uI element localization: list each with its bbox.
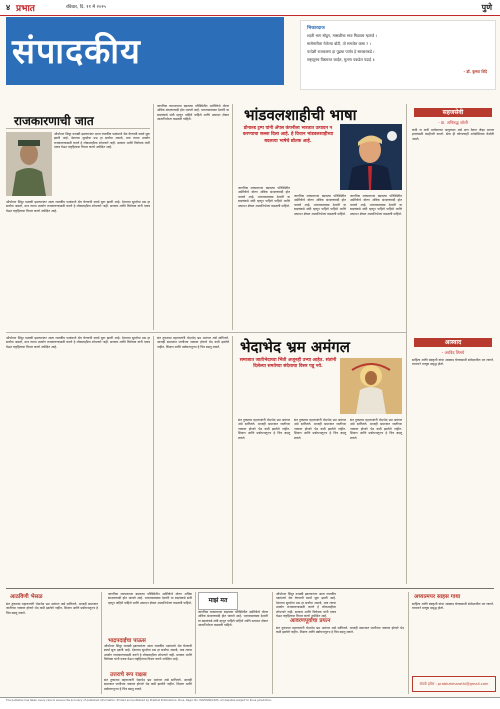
column-text: जागतिक व्यापाराच्या बदलत्या परिस्थितीत अमेरिकेचे धोरण अधिक संरक्षणवादी होत चालले आहे. भारतासारख्या देशांनी या बदलांकडे संधी म्हणून पाहिले पाहिजे आणि उत्पादन क्षेत्रात आत्मनिर्भरता वाढवली पाहिजे.	[157, 104, 229, 122]
paper-logo: प्रभात	[16, 4, 35, 14]
sidebar-byline: - अरविंद लिमये	[441, 350, 465, 355]
bottom-body: संत तुकाराम महाराजांनी भेदाभेद भ्रम अमंगल असे सांगितले. आजही समाजात जातीच्या नावावर होणारे भेद कमी झालेले नाहीत. शिक्षण आणि प्रबोधनातूनच हे चित्र बदलू शकते.	[276, 626, 404, 635]
sidebar-label: आस्वाद	[414, 338, 492, 347]
painting-icon	[340, 358, 402, 414]
quote-line: राष्ट्रातूनच विस्तारत जाईल, मुलगा पकडेल पदाई ॥	[307, 57, 375, 62]
bottom-heading: उत्तराचे रूप राक्षस	[110, 672, 147, 678]
bottom-body: साहित्य आणि संस्कृती यांचा आस्वाद घेण्यासाठी संवेदनशील मन लागते. वाचनाने माणूस समृद्ध होतो.	[412, 602, 494, 611]
footer-imprint: The publisher has taken every care to ensure the accuracy of published information. Printed and published by Prabhat Publications, Pune. Regd. No. MAHMAR/2025. All disputes subject to Pune jurisdiction.	[6, 699, 273, 702]
quote-author: - डॉ. कृष्णा शिंदे	[463, 69, 487, 74]
saint-painting	[340, 358, 402, 414]
opinion-label: माझं मत	[198, 592, 238, 610]
article-body: संत तुकाराम महाराजांनी भेदाभेद भ्रम अमंगल असे सांगितले. आजही समाजात जातीच्या नावावर होणारे भेद कमी झालेले नाहीत. शिक्षण आणि प्रबोधनातूनच हे चित्र बदलू शकते.	[350, 418, 402, 440]
column-text: संत तुकाराम महाराजांनी भेदाभेद भ्रम अमंगल असे सांगितले. आजही समाजात जातीच्या नावावर होणारे भेद कमी झालेले नाहीत. शिक्षण आणि प्रबोधनातूनच हे चित्र बदलू शकते.	[157, 336, 229, 349]
bottom-heading: अध्यात्मपर साहस गाथा	[414, 594, 461, 600]
quote-line: परदेशी राजकारण हा पुढचा पर्याय हे सरकारकडे ।	[307, 49, 375, 54]
editorial-body: ऑपरेशन सिंदूर यशस्वी झाल्यानंतर आता राजकीय पक्षांमध्ये श्रेय घेण्याची स्पर्धा सुरू झाली आहे. देशाच्या सुरक्षेचा प्रश्न हा सर्वांचा असतो, मात्र त्याचा उपयोग राजकारणासाठी करणे हे लोकशाहीला शोभणारे नाही. सरकार आणि विरोधक यांनी एकत्र येऊन राष्ट्रहिताचा विचार करणे अपेक्षित आहे.	[6, 200, 150, 213]
date-line: रविवार, दि. ११ मे २०२५	[66, 5, 106, 10]
sidebar-byline: - प्रा. अनिरुद्ध जोशी	[438, 120, 468, 125]
editorial-heading: राजकारणाची जात	[14, 114, 94, 128]
masthead	[0, 0, 500, 16]
bottom-body: जागतिक व्यापाराच्या बदलत्या परिस्थितीत अमेरिकेचे धोरण अधिक संरक्षणवादी होत चालले आहे. भारतासारख्या देशांनी या बदलांकडे संधी म्हणून पाहिले पाहिजे आणि उत्पादन क्षेत्रात आत्मनिर्भरता वाढवली पाहिजे.	[108, 592, 192, 605]
person-photo-icon	[340, 124, 402, 190]
bottom-heading: भाद्रपदाईचा पाऊस	[108, 638, 146, 644]
person-photo-icon	[6, 132, 52, 196]
page-number: ४	[6, 3, 11, 12]
bottom-heading: आठविणी भेसळ	[10, 594, 43, 600]
bottom-body: ऑपरेशन सिंदूर यशस्वी झाल्यानंतर आता राजकीय पक्षांमध्ये श्रेय घेण्याची स्पर्धा सुरू झाली आहे. देशाच्या सुरक्षेचा प्रश्न हा सर्वांचा असतो, मात्र त्याचा उपयोग राजकारणासाठी करणे हे लोकशाहीला शोभणारे नाही. सरकार आणि विरोधक यांनी एकत्र येऊन राष्ट्रहिताचा विचार करणे अपेक्षित आहे.	[276, 592, 336, 619]
article-deck: समाजात जातीभेदाच्या भिंती अजूनही उभ्या आहेत. संतांनी दिलेल्या समतेच्या संदेशाचा विसर पडू नये.	[239, 358, 337, 370]
section-title: संपादकीय	[12, 32, 141, 72]
contact-email[interactable]: संपर्क इमेल : prabhatmarathi@gmail.com	[412, 676, 496, 692]
editorial-body: ऑपरेशन सिंदूर यशस्वी झाल्यानंतर आता राजकीय पक्षांमध्ये श्रेय घेण्याची स्पर्धा सुरू झाली आहे. देशाच्या सुरक्षेचा प्रश्न हा सर्वांचा असतो, मात्र त्याचा उपयोग राजकारणासाठी करणे हे लोकशाहीला शोभणारे नाही. सरकार आणि विरोधक यांनी एकत्र येऊन राष्ट्रहिताचा विचार करणे अपेक्षित आहे.	[54, 132, 150, 150]
lead-deck: डोनाल्ड ट्रम्प यांनी ॲपल कंपनीला भारतात उत्पादन न करण्याचा सल्ला दिला आहे. हे विधान भांडवलशाहीच्या बदलत्या भाषेचे द्योतक आहे.	[242, 126, 334, 144]
lead-photo	[340, 124, 402, 190]
sidebar-body: कधी ना कधी प्रत्येकाच्या आयुष्यात असे क्षण येतात जेव्हा आपण इतरांसाठी काहीतरी करतो. सेवा ही कोणत्याही अपेक्षेशिवाय केलेली असते.	[412, 128, 494, 141]
sidebar-body: साहित्य आणि संस्कृती यांचा आस्वाद घेण्यासाठी संवेदनशील मन लागते. वाचनाने माणूस समृद्ध होतो.	[412, 358, 494, 367]
footer	[0, 697, 500, 709]
article-body: संत तुकाराम महाराजांनी भेदाभेद भ्रम अमंगल असे सांगितले. आजही समाजात जातीच्या नावावर होणारे भेद कमी झालेले नाहीत. शिक्षण आणि प्रबोधनातूनच हे चित्र बदलू शकते.	[238, 418, 290, 440]
bottom-heading: आवरणपूर्वाचा प्रयत्न	[290, 618, 331, 624]
editorial-body: ऑपरेशन सिंदूर यशस्वी झाल्यानंतर आता राजकीय पक्षांमध्ये श्रेय घेण्याची स्पर्धा सुरू झाली आहे. देशाच्या सुरक्षेचा प्रश्न हा सर्वांचा असतो, मात्र त्याचा उपयोग राजकारणासाठी करणे हे लोकशाहीला शोभणारे नाही. सरकार आणि विरोधक यांनी एकत्र येऊन राष्ट्रहिताचा विचार करणे अपेक्षित आहे.	[6, 336, 150, 349]
bottom-body: संत तुकाराम महाराजांनी भेदाभेद भ्रम अमंगल असे सांगितले. आजही समाजात जातीच्या नावावर होणारे भेद कमी झालेले नाहीत. शिक्षण आणि प्रबोधनातूनच हे चित्र बदलू शकते.	[6, 602, 98, 615]
article-heading: भेदाभेद भ्रम अमंगल	[240, 338, 350, 356]
bottom-body: ऑपरेशन सिंदूर यशस्वी झाल्यानंतर आता राजकीय पक्षांमध्ये श्रेय घेण्याची स्पर्धा सुरू झाली आहे. देशाच्या सुरक्षेचा प्रश्न हा सर्वांचा असतो, मात्र त्याचा उपयोग राजकारणासाठी करणे हे लोकशाहीला शोभणारे नाही. सरकार आणि विरोधक यांनी एकत्र येऊन राष्ट्रहिताचा विचार करणे अपेक्षित आहे.	[104, 644, 192, 662]
edition-name: पुणे	[481, 3, 492, 12]
officer-photo	[6, 132, 52, 196]
lead-heading: भांडवलशाहीची भाषा	[244, 106, 357, 124]
lead-body: जागतिक व्यापाराच्या बदलत्या परिस्थितीत अमेरिकेचे धोरण अधिक संरक्षणवादी होत चालले आहे. भारतासारख्या देशांनी या बदलांकडे संधी म्हणून पाहिले पाहिजे आणि उत्पादन क्षेत्रात आत्मनिर्भरता वाढवली पाहिजे.	[350, 194, 402, 216]
quote-box	[300, 20, 496, 90]
bottom-body: संत तुकाराम महाराजांनी भेदाभेद भ्रम अमंगल असे सांगितले. आजही समाजात जातीच्या नावावर होणारे भेद कमी झालेले नाहीत. शिक्षण आणि प्रबोधनातूनच हे चित्र बदलू शकते.	[104, 678, 192, 691]
quote-line: मासेमारीला गेलेल्या बोटी, तो समजेल कसा ? ।	[307, 41, 371, 46]
quote-line: भिकारदाज	[307, 26, 325, 31]
lead-body: जागतिक व्यापाराच्या बदलत्या परिस्थितीत अमेरिकेचे धोरण अधिक संरक्षणवादी होत चालले आहे. भारतासारख्या देशांनी या बदलांकडे संधी म्हणून पाहिले पाहिजे आणि उत्पादन क्षेत्रात आत्मनिर्भरता वाढवली पाहिजे.	[294, 194, 346, 216]
sidebar-label: सहजसेवी	[414, 108, 492, 117]
lead-body: जागतिक व्यापाराच्या बदलत्या परिस्थितीत अमेरिकेचे धोरण अधिक संरक्षणवादी होत चालले आहे. भारतासारख्या देशांनी या बदलांकडे संधी म्हणून पाहिले पाहिजे आणि उत्पादन क्षेत्रात आत्मनिर्भरता वाढवली पाहिजे.	[238, 186, 290, 208]
article-body: संत तुकाराम महाराजांनी भेदाभेद भ्रम अमंगल असे सांगितले. आजही समाजात जातीच्या नावावर होणारे भेद कमी झालेले नाहीत. शिक्षण आणि प्रबोधनातूनच हे चित्र बदलू शकते.	[294, 418, 346, 440]
quote-line: शहरी भाग सोडून, मासळीचा भाव मिळाला म्हणजे ।	[307, 33, 377, 38]
bottom-body: जागतिक व्यापाराच्या बदलत्या परिस्थितीत अमेरिकेचे धोरण अधिक संरक्षणवादी होत चालले आहे. भारतासारख्या देशांनी या बदलांकडे संधी म्हणून पाहिले पाहिजे आणि उत्पादन क्षेत्रात आत्मनिर्भरता वाढवली पाहिजे.	[198, 610, 268, 628]
